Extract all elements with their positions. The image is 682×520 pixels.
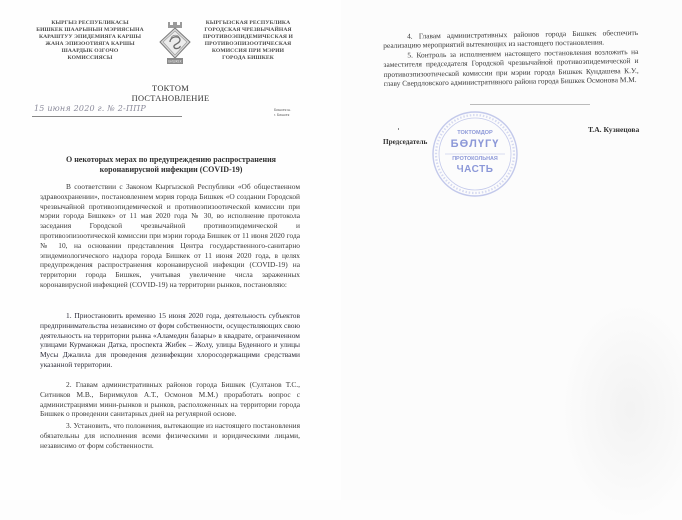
header-line: БИШКЕК ШААРЫНЫН МЭРИЯСЫНА <box>36 27 144 33</box>
document-title <box>40 155 302 176</box>
signature-line <box>470 104 590 105</box>
scan-speck <box>398 128 399 130</box>
chair-label: Председатель <box>383 138 428 146</box>
header-line: ШААРДЫК ОЗГОЧО <box>61 48 119 54</box>
clause-4-text: 4. Главам административных районов города Бишкек обеспечить реализацию мероприятий вытекающих из настоящего постановления. <box>383 27 639 51</box>
header-line: КЫРГЫЗСКАЯ РЕСПУБЛИКА <box>205 20 291 26</box>
document-type <box>0 84 341 104</box>
stamp-line-3: ПРОТОКОЛЬНАЯ <box>452 156 498 162</box>
header-line: КЫРГЫЗ РЕСПУБЛИКАСЫ <box>51 20 129 26</box>
official-stamp <box>431 110 519 198</box>
emblem-label: БИШКЕК <box>168 59 182 64</box>
clause-2 <box>40 380 300 419</box>
header-line: ПРОТИВОЭПИДЕМИЧЕСКАЯ И <box>203 34 293 40</box>
stamp-line-1: ТОКТОМДОР <box>457 130 493 136</box>
clause-1 <box>40 311 300 370</box>
place-russian: г. Бишкек <box>274 113 290 117</box>
header-kyrgyz <box>30 20 150 62</box>
header-line: ГОРОДСКАЯ ЧРЕЗВЫЧАЙНАЯ <box>204 27 292 33</box>
header-line: ПРОТИВОЭПИЗООТИЧЕСКАЯ <box>204 41 292 47</box>
chair-name: Т.А. Кузнецова <box>588 125 640 134</box>
preamble-paragraph <box>40 182 300 290</box>
header-line: ГОРОДА БИШКЕК <box>222 55 274 61</box>
clause-3-text: 3. Установить, что положения, вытекающие из настоящего постановления обязательны для исполнения всеми физическими и юридическими лицами, независимо от форм собственности. <box>40 421 300 450</box>
header-line: КАРАШТУУ ЭПИДЕМИЯГА КАРШЫ <box>38 34 142 40</box>
clause-5-text: 5. Контроль за исполнением настоящего постановления возложить на заместителя председателя Городской чрезвычайной противоэпидемической и противоэпизоотической комиссии при мэрии города Бишкек Кундашева К.У., главу Свердловского административного района города Бишкек Осмонова М.М. <box>383 46 639 89</box>
preamble-text: В соответствии с Законом Кыргызской Республики «Об общественном здравоохранении», постановлением мэрия города Бишкек «О создании Городской чрезвычайной противоэпидемической и противоэпизоотической комиссии при мэрии города Бишкек» от 11 мая 2020 года № 30, во исполнение протокола заседания Городской чрезвычайной противоэпидемической и противоэпизоотической комиссии при мэрии города Бишкек от 11 июня 2020 года № 10, на основании представления Центра государственного-санитарно эпидемиологического надзора города Бишкек от 11 июня 2020 года, в целях предупреждения распространения коронавирусной инфекции (COVID-19) на территории города Бишкек, учитывая увеличение числа зараженных коронавирусной инфекцией (COVID-19) на территории рынков, постановляю: <box>40 182 300 289</box>
header-line: КОМИССИЯСЫ <box>67 55 113 61</box>
clause-1-text: 1. Приостановить временно 15 июня 2020 года, деятельность субъектов предпринимательства независимо от форм собственности, осуществляющих свою деятельность на территории рынка «Аламедин базары» в квадрате, ограниченном улицами Курманжан Датка, проспекта Жибек – Жолу, улицы Буденного и улицы Мусы Джалила для проведения дезинфекции хлоросодержащими средствами указанной территории. <box>40 311 300 369</box>
title-kyrgyz: ТОКТОМ <box>152 84 189 93</box>
document-title-line: О некоторых мерах по предупреждению распространения <box>65 155 277 164</box>
bishkek-emblem-icon <box>158 20 192 66</box>
clause-2-text: 2. Главам административных районов города Бишкек (Султанов Т.С., Ситников М.В., Биримкулов А.Т., Осмонов М.М.) проработать вопрос с администрациями мини-рынков и рынков, расположенных на территории города Бишкек о проведении санитарных дней на регулярной основе. <box>40 380 300 419</box>
stamp-line-2: БӨЛҮГҮ <box>450 138 500 150</box>
header-line: КОМИССИЯ ПРИ МЭРИИ <box>211 48 285 54</box>
stamp-ring-icon <box>431 110 519 198</box>
stamp-line-4: ЧАСТЬ <box>456 164 494 175</box>
document-title-line: коронавирусной инфекции (COVID-19) <box>99 165 243 175</box>
handwritten-date: 15 июня 2020 г. № 2-ППР <box>34 104 146 113</box>
title-russian: ПОСТАНОВЛЕНИЕ <box>131 94 210 103</box>
scan-shadow <box>560 300 682 520</box>
header-line: ЖАНА ЭПИЗООТИЯГА КАРШЫ <box>45 41 135 47</box>
right-page-body <box>383 28 639 88</box>
place-of-issue <box>274 108 291 118</box>
header-russian <box>196 20 300 62</box>
clause-3 <box>40 421 300 450</box>
place-kyrgyz: Бишкек ш. <box>274 108 292 112</box>
